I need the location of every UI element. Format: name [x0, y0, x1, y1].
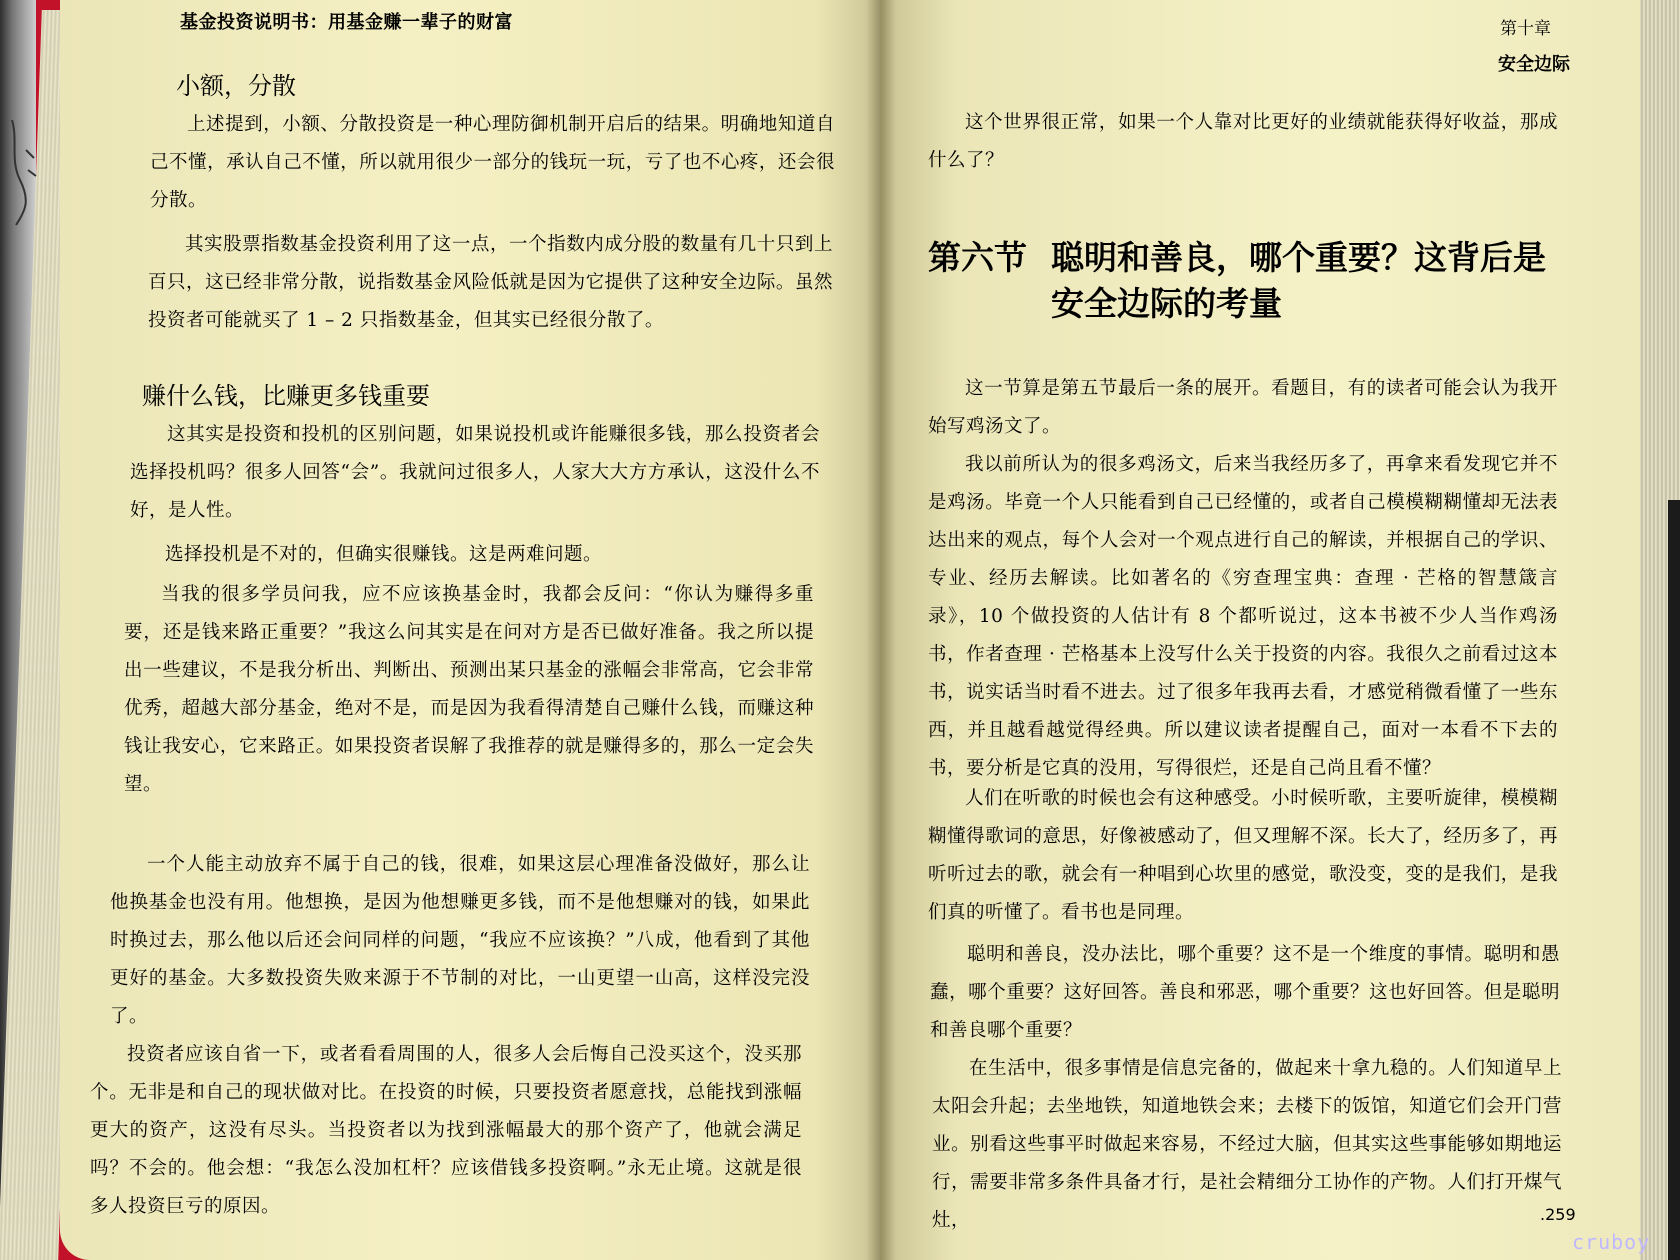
paragraph: 投资者应该自省一下，或者看看周围的人，很多人会后悔自己没买这个，没买那个。无非是和自己的现状做对比。在投资的时候，只要投资者愿意找，总能找到涨幅更大的资产，这没有尽头。当投资者以为找到涨幅最大的那个资产了，他就会满足吗？不会的。他会想：“我怎么没加杠杆？应该借钱多投资啊。”永无止境。这就是很多人投资巨亏的原因。 — [90, 1044, 802, 1217]
book-cover-right — [1668, 500, 1680, 1260]
section-heading-small-diversified: 小额，分散 — [176, 72, 296, 100]
paragraph: 这其实是投资和投机的区别问题，如果说投机或许能赚很多钱，那么投资者会选择投机吗？很多人回答“会”。我就问过很多人，人家大大方方承认，这没什么不好，是人性。 — [130, 424, 820, 521]
paragraph: 上述提到，小额、分散投资是一种心理防御机制开启后的结果。明确地知道自己不懂，承认自己不懂，所以就用很少一部分的钱玩一玩，亏了也不心疼，还会很分散。 — [150, 114, 835, 211]
section-title: 聪明和善良，哪个重要？这背后是安全边际的考量 — [1051, 238, 1546, 323]
paragraph: 聪明和善良，没办法比，哪个重要？这不是一个维度的事情。聪明和愚蠢，哪个重要？这好回答。善良和邪恶，哪个重要？这也好回答。但是聪明和善良哪个重要？ — [930, 944, 1560, 1041]
section-number: 第六节 — [928, 238, 1027, 277]
paragraph: 选择投机是不对的，但确实很赚钱。这是两难问题。 — [165, 544, 603, 565]
paragraph: 这一节算是第五节最后一条的展开。看题目，有的读者可能会认为我开始写鸡汤文了。 — [928, 378, 1558, 437]
section-heading — [928, 235, 1548, 327]
paragraph: 其实股票指数基金投资利用了这一点，一个指数内成分股的数量有几十只到上百只，这已经非常分散，说指数基金风险低就是因为它提供了这种安全边际。虽然投资者可能就买了 1 – 2 只指数基金，但其实已经很分散了。 — [148, 234, 833, 331]
paragraph: 在生活中，很多事情是信息完备的，做起来十拿九稳的。人们知道早上太阳会升起；去坐地铁，知道地铁会来；去楼下的饭馆，知道它们会开门营业。别看这些事平时做起来容易，不经过大脑，但其实这些事能够如期地运行，需要非常多条件具备才行，是社会精细分工协作的产物。人们打开煤气灶， — [932, 1058, 1562, 1231]
running-header: 基金投资说明书：用基金赚一辈子的财富 — [180, 12, 513, 33]
paragraph: 当我的很多学员问我，应不应该换基金时，我都会反问：“你认为赚得多重要，还是钱来路正重要？”我这么问其实是在问对方是否已做好准备。我之所以提出一些建议，不是我分析出、判断出、预测出某只基金的涨幅会非常高，它会非常优秀，超越大部分基金，绝对不是，而是因为我看得清楚自己赚什么钱，而赚这种钱让我安心，它来路正。如果投资者误解了我推荐的就是赚得多的，那么一定会失望。 — [124, 584, 814, 795]
paragraph: 这个世界很正常，如果一个人靠对比更好的业绩就能获得好收益，那成什么了？ — [928, 112, 1558, 171]
pen-annotation-mark — [4, 110, 44, 230]
watermark: cruboy — [1572, 1230, 1651, 1254]
chapter-title: 安全边际 — [1498, 54, 1570, 75]
paragraph: 我以前所认为的很多鸡汤文，后来当我经历多了，再拿来看发现它并不是鸡汤。毕竟一个人只能看到自己已经懂的，或者自己模模糊糊懂却无法表达出来的观点，每个人会对一个观点进行自己的解读，并根据自己的学识、专业、经历去解读。比如著名的《穷查理宝典：查理 · 芒格的智慧箴言录》，10 个做投资的人估计有 8 个都听说过，这本书被不少人当作鸡汤书，作者查理 · 芒格基本上没写什么关于投资的内容。我很久之前看过这本书，说实话当时看不进去。过了很多年我再去看，才感觉稍微看懂了一些东西，并且越看越觉得经典。所以建议读者提醒自己，面对一本看不下去的书，要分析是它真的没用，写得很烂，还是自己尚且看不懂？ — [928, 454, 1558, 779]
page-number: .259 — [1540, 1205, 1576, 1224]
section-heading-earn-right-money: 赚什么钱，比赚更多钱重要 — [142, 382, 430, 410]
chapter-label: 第十章 — [1500, 19, 1551, 39]
paragraph: 一个人能主动放弃不属于自己的钱，很难，如果这层心理准备没做好，那么让他换基金也没有用。他想换，是因为他想赚更多钱，而不是他想赚对的钱，如果此时换过去，那么他以后还会问同样的问题，“我应不应该换？”八成，他看到了其他更好的基金。大多数投资失败来源于不节制的对比，一山更望一山高，这样没完没了。 — [110, 854, 810, 1027]
paragraph: 人们在听歌的时候也会有这种感受。小时候听歌，主要听旋律，模模糊糊懂得歌词的意思，好像被感动了，但又理解不深。长大了，经历多了，再听听过去的歌，就会有一种唱到心坎里的感觉，歌没变，变的是我们，是我们真的听懂了。看书也是同理。 — [928, 788, 1558, 923]
book-gutter — [866, 0, 896, 1260]
